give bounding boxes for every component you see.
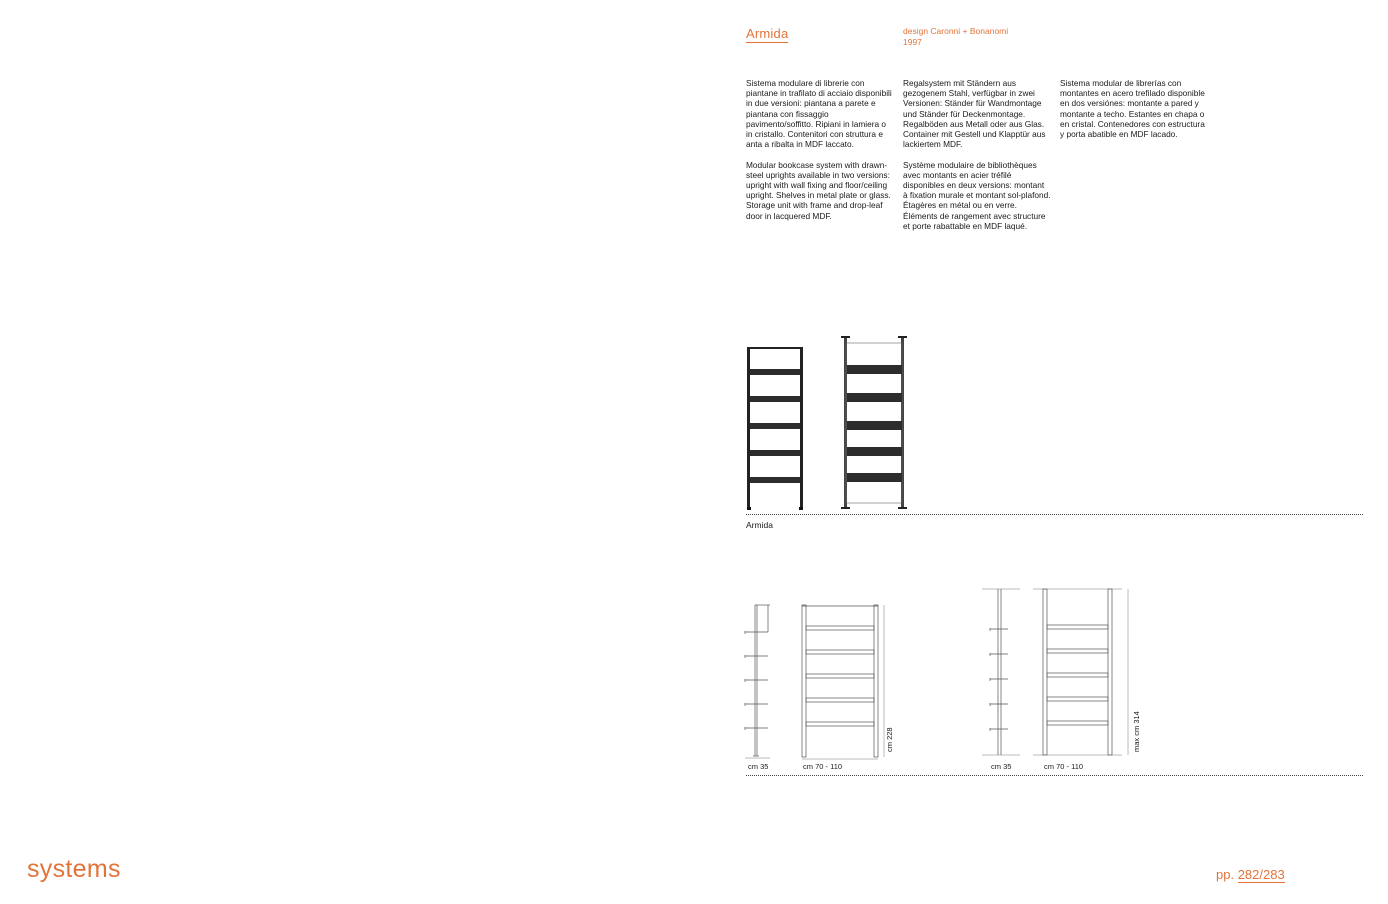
ceiling-front-drawing: [1030, 585, 1145, 765]
description-english: Modular bookcase system with drawn-steel uprights available in two versions: upright with wall fixing and floor/ceiling upright. Shelves in metal plate or glass. Storage unit with frame and drop-leaf door in lacquered MDF.: [746, 159, 891, 221]
section-title: systems: [27, 855, 121, 883]
ceiling-height-label: max cm 314: [1132, 711, 1141, 752]
description-column-3: [1060, 78, 1208, 149]
wall-front-drawing: [796, 600, 896, 765]
description-french: Système modulaire de bibliothèques avec montants en acier tréfilé disponibles en deux versions: montant à fixation murale et montant sol-plafond. Étagères en métal ou en verre. Éléments de rangement avec structure et porte rabattable en MDF laqué.: [903, 159, 1051, 231]
bookcase-wall-photo: [740, 340, 810, 515]
page-reference: [1216, 867, 1285, 882]
design-year: 1997: [903, 36, 922, 47]
ceiling-width-label: cm 70 - 110: [1044, 762, 1084, 771]
description-column-2: [903, 78, 1051, 241]
bookcase-ceiling-photo: [838, 333, 910, 515]
product-title: Armida: [746, 26, 789, 41]
divider-bottom: [746, 775, 1363, 776]
wall-side-drawing: [740, 600, 780, 765]
description-column-1: [746, 78, 894, 231]
ceiling-side-drawing: [980, 585, 1025, 765]
divider-top: [746, 514, 1363, 515]
wall-width-label: cm 70 - 110: [803, 762, 843, 771]
wall-depth-label: cm 35: [748, 762, 769, 771]
pages-prefix: pp.: [1216, 867, 1235, 882]
description-german: Regalsystem mit Ständern aus gezogenem Stahl, verfügbar in zwei Versionen: Ständer für Wandmontage und Ständer für Deckenmontage. Regalböden aus Metall oder aus Glas. Container mit Gestell und Klapptür aus lackiertem MDF.: [903, 78, 1046, 150]
wall-height-label: cm 228: [885, 727, 894, 752]
description-spanish: Sistema modular de librerías con montantes en acero trefilado disponible en dos versiónes: montante a pared y montante a techo. Estantes en chapa o en cristal. Contenedores con estructura y porta abatible en MDF lacado.: [1060, 78, 1205, 140]
ceiling-depth-label: cm 35: [991, 762, 1012, 771]
figure-caption: Armida: [746, 520, 773, 530]
description-italian: Sistema modulare di librerie con piantane in trafilato di acciaio disponibili in due versioni: piantana a parete e piantana con fissaggio pavimento/soffitto. Ripiani in lamiera o in cristallo. Contenitori con struttura e anta a ribalta in MDF laccato.: [746, 78, 892, 150]
designer-names: design Caronni + Bonanomi: [903, 26, 1009, 36]
page-numbers-link[interactable]: 282/283: [1237, 867, 1285, 882]
designer-credit: [903, 26, 1008, 47]
